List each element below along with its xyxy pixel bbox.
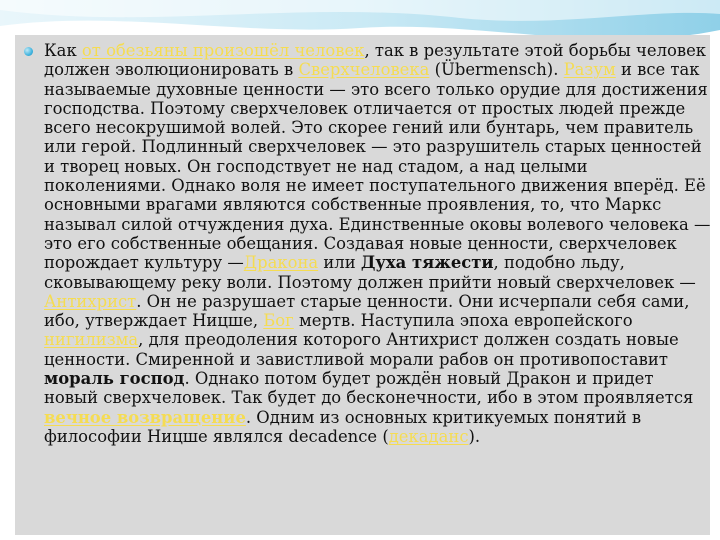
link-dragon[interactable]: Дракона — [243, 253, 319, 273]
text-segment: ). — [468, 426, 481, 446]
link-reason[interactable]: Разум — [563, 60, 616, 80]
text-segment: (Übermensch). — [429, 60, 564, 80]
link-nihilism[interactable]: нигилизма — [44, 330, 139, 350]
text-segment: . Однако потом будет рождён новый Дракон и придет новый сверхчеловек. Так будет до бесконечности, ибо в этом проявляется — [44, 369, 694, 408]
link-superman[interactable]: Сверхчеловека — [298, 60, 430, 80]
link-god[interactable]: Бог — [263, 311, 294, 331]
link-ape-to-human[interactable]: от обезьяны произошёл человек — [81, 41, 365, 60]
main-paragraph — [44, 41, 712, 446]
link-decadence[interactable]: декаданс — [388, 426, 469, 446]
text-segment: . Одним из основных критикуемых понятий в философии Ницше являлся decadence ( — [44, 407, 642, 446]
link-eternal-return[interactable]: вечное возвращение — [44, 407, 246, 427]
bold-master-morality: мораль господ — [44, 369, 185, 389]
text-segment: , для преодоления которого Антихрист должен создать новые ценности. Смиренной и завистливой морали рабов он противопоставит — [44, 330, 679, 369]
text-segment: . Он не разрушает старые ценности. Они исчерпали себя сами, ибо, утверждает Ницше, — [44, 291, 690, 331]
text-segment: мертв. Наступила эпоха европейского — [293, 311, 633, 331]
bullet-icon — [24, 47, 33, 56]
text-segment: Как — [44, 41, 82, 60]
text-segment: и все так называемые духовные ценности — это всего только орудие для достижения господства. Поэтому сверхчеловек отличается от простых людей прежде всего несокрушимой волей. Это скорее гений или бунтарь, чем правитель или герой. Подлинный сверхчеловек — это разрушитель старых ценностей и творец новых. Он господствует не над стадом, а над целыми поколениями. Однако воля не имеет поступательного движения вперёд. Её основными врагами являются собственные проявления, то, что Маркс называл силой отчуждения духа. Единственные оковы волевого человека — это его собственные обещания. Создавая новые ценности, сверхчеловек порождает культуру — — [44, 60, 711, 273]
link-antichrist[interactable]: Антихрист — [44, 291, 137, 311]
bold-spirit-of-gravity: Духа тяжести — [360, 253, 494, 273]
text-segment: , подобно льду, сковывающему реку воли. Поэтому должен прийти новый сверхчеловек — — [44, 253, 696, 292]
text-segment: , так в результате этой борьбы человек должен эволюционировать в — [44, 41, 707, 80]
text-segment: или — [318, 253, 361, 273]
